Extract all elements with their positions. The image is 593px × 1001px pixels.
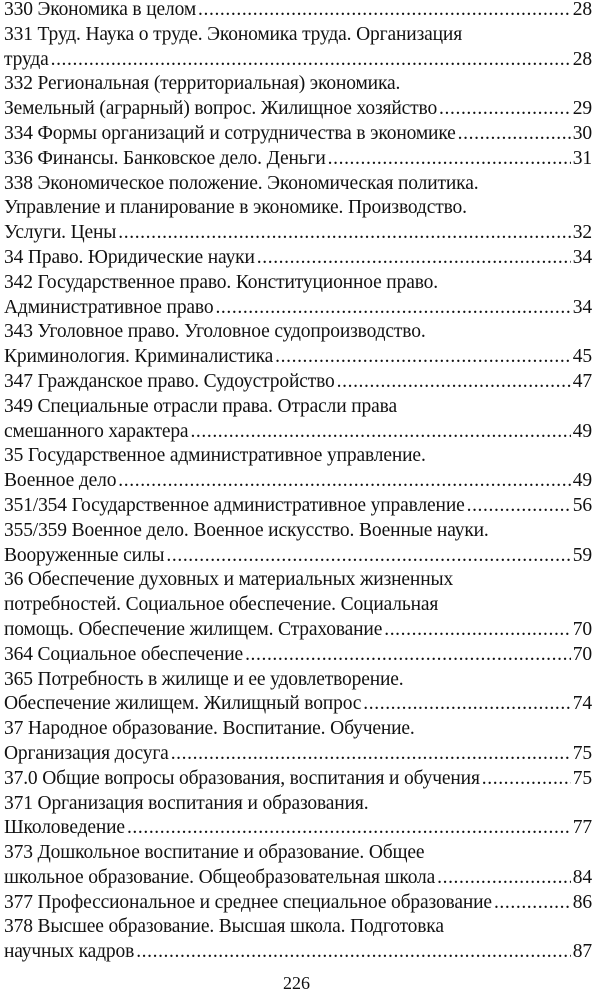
toc-entry-title-line: 35 Государственное административное управление. bbox=[4, 445, 426, 467]
toc-entry-last-line bbox=[4, 221, 592, 246]
toc-entry-last-line bbox=[4, 643, 592, 668]
dot-leader bbox=[337, 370, 571, 395]
toc-entry bbox=[4, 23, 592, 73]
toc-entry-title-line: 37.0 Общие вопросы образования, воспитания и обучения bbox=[4, 767, 480, 789]
toc-entry bbox=[4, 519, 592, 569]
toc-entry-page: 74 bbox=[572, 693, 592, 715]
toc-entry bbox=[4, 122, 592, 147]
toc-entry-page: 77 bbox=[572, 817, 592, 839]
toc-entry bbox=[4, 668, 592, 718]
toc-entry-title-line: 37 Народное образование. Воспитание. Обучение. bbox=[4, 718, 415, 740]
toc-entry-page: 70 bbox=[572, 618, 592, 640]
toc-entry bbox=[4, 891, 592, 916]
dot-leader bbox=[458, 122, 571, 147]
toc-entry-title-line: Обеспечение жилищем. Жилищный вопрос bbox=[4, 693, 362, 715]
toc-entry-last-line bbox=[4, 494, 592, 519]
dot-leader bbox=[127, 816, 571, 841]
toc-entry-page: 29 bbox=[572, 98, 592, 120]
toc-entry-title-line: смешанного характера bbox=[4, 420, 189, 442]
toc-entry-last-line bbox=[4, 816, 592, 841]
toc-entry-title-line: 336 Финансы. Банковское дело. Деньги bbox=[4, 147, 326, 169]
toc-entry-page: 87 bbox=[572, 941, 592, 963]
toc-entry bbox=[4, 172, 592, 246]
dot-leader bbox=[482, 767, 571, 792]
toc-entry-title-line: 334 Формы организаций и сотрудничества в экономике bbox=[4, 122, 456, 144]
toc-entry-last-line bbox=[4, 370, 592, 395]
toc-entry bbox=[4, 915, 592, 965]
toc-entry-page: 56 bbox=[572, 494, 592, 516]
dot-leader bbox=[166, 544, 570, 569]
toc-entry-title-line: Управление и планирование в экономике. Производство. bbox=[4, 197, 467, 219]
toc-entry-title-line: труда bbox=[4, 48, 49, 70]
toc-entry-title-line: 378 Высшее образование. Высшая школа. Подготовка bbox=[4, 916, 444, 938]
toc-entry-title-line: 330 Экономика в целом bbox=[4, 0, 197, 20]
toc-entry bbox=[4, 494, 592, 519]
toc-entry-page: 59 bbox=[572, 544, 592, 566]
toc-entry-last-line bbox=[4, 246, 592, 271]
dot-leader bbox=[171, 742, 571, 767]
toc-entry-last-line bbox=[4, 866, 592, 891]
toc-entry bbox=[4, 792, 592, 842]
toc-entry bbox=[4, 271, 592, 321]
table-of-contents bbox=[4, 0, 592, 965]
toc-entry-page: 34 bbox=[572, 246, 592, 268]
toc-entry-last-line bbox=[4, 97, 592, 122]
toc-entry-last-line bbox=[4, 742, 592, 767]
toc-entry-page: 28 bbox=[572, 0, 592, 20]
toc-entry bbox=[4, 320, 592, 370]
toc-entry-page: 75 bbox=[572, 767, 592, 789]
toc-entry-page: 49 bbox=[572, 420, 592, 442]
toc-entry-last-line bbox=[4, 345, 592, 370]
toc-entry-page: 28 bbox=[572, 48, 592, 70]
toc-entry-title-line: 332 Региональная (территориальная) экономика. bbox=[4, 73, 401, 95]
toc-entry-page: 75 bbox=[572, 742, 592, 764]
toc-entry-last-line bbox=[4, 48, 592, 73]
toc-entry-last-line bbox=[4, 767, 592, 792]
dot-leader bbox=[118, 221, 571, 246]
toc-entry-last-line bbox=[4, 0, 592, 23]
dot-leader bbox=[245, 643, 571, 668]
toc-entry-title-line: 331 Труд. Наука о труде. Экономика труда. Организация bbox=[4, 23, 463, 45]
toc-entry-last-line bbox=[4, 891, 592, 916]
dot-leader bbox=[437, 866, 571, 891]
toc-entry-title-line: 36 Обеспечение духовных и материальных жизненных bbox=[4, 569, 454, 591]
toc-entry-page: 47 bbox=[572, 370, 592, 392]
toc-entry-title-line: 351/354 Государственное административное управление bbox=[4, 494, 465, 516]
toc-entry-title-line: 347 Гражданское право. Судоустройство bbox=[4, 370, 335, 392]
dot-leader bbox=[257, 246, 571, 271]
toc-entry-last-line bbox=[4, 420, 592, 445]
dot-leader bbox=[494, 891, 571, 916]
toc-entry-title-line: 349 Специальные отрасли права. Отрасли права bbox=[4, 395, 397, 417]
toc-entry-last-line bbox=[4, 544, 592, 569]
toc-entry-last-line bbox=[4, 940, 592, 965]
toc-entry-title-line: школьное образование. Общеобразовательная школа bbox=[4, 866, 436, 888]
toc-entry-title-line: 365 Потребность в жилище и ее удовлетворение. bbox=[4, 668, 404, 690]
dot-leader bbox=[439, 97, 571, 122]
page-number: 226 bbox=[283, 973, 310, 993]
toc-entry bbox=[4, 147, 592, 172]
toc-entry-title-line: 34 Право. Юридические науки bbox=[4, 246, 255, 268]
toc-entry-title-line: Школоведение bbox=[4, 817, 125, 839]
toc-entry-last-line bbox=[4, 122, 592, 147]
toc-entry-title-line: Военное дело bbox=[4, 470, 117, 492]
toc-entry-title-line: Вооруженные силы bbox=[4, 544, 165, 566]
toc-entry bbox=[4, 370, 592, 395]
toc-entry-page: 31 bbox=[572, 147, 592, 169]
toc-entry-last-line bbox=[4, 618, 592, 643]
dot-leader bbox=[363, 692, 571, 717]
toc-entry-title-line: Административное право bbox=[4, 296, 214, 318]
dot-leader bbox=[215, 296, 570, 321]
dot-leader bbox=[275, 345, 571, 370]
toc-entry-title-line: научных кадров bbox=[4, 941, 135, 963]
toc-entry-title-line: 355/359 Военное дело. Военное искусство. Военные науки. bbox=[4, 519, 489, 541]
toc-entry-title-line: 342 Государственное право. Конституционное право. bbox=[4, 271, 438, 293]
toc-entry-page: 30 bbox=[572, 122, 592, 144]
toc-entry-page: 49 bbox=[572, 470, 592, 492]
toc-entry bbox=[4, 767, 592, 792]
toc-entry-title-line: 371 Организация воспитания и образования. bbox=[4, 792, 369, 814]
dot-leader bbox=[198, 0, 571, 23]
dot-leader bbox=[51, 48, 571, 73]
toc-entry bbox=[4, 643, 592, 668]
toc-entry-title-line: Земельный (аграрный) вопрос. Жилищное хозяйство bbox=[4, 98, 438, 120]
dot-leader bbox=[190, 420, 570, 445]
toc-entry-page: 32 bbox=[572, 222, 592, 244]
dot-leader bbox=[384, 618, 571, 643]
toc-entry-page: 84 bbox=[572, 866, 592, 888]
toc-entry bbox=[4, 717, 592, 767]
toc-entry-last-line bbox=[4, 296, 592, 321]
toc-entry-page: 70 bbox=[572, 643, 592, 665]
toc-entry-title-line: 343 Уголовное право. Уголовное судопроизводство. bbox=[4, 321, 426, 343]
toc-entry-title-line: помощь. Обеспечение жилищем. Страхование bbox=[4, 618, 383, 640]
toc-entry bbox=[4, 246, 592, 271]
toc-entry-title-line: Организация досуга bbox=[4, 742, 169, 764]
toc-entry-title-line: потребностей. Социальное обеспечение. Социальная bbox=[4, 594, 439, 616]
toc-entry-last-line bbox=[4, 147, 592, 172]
toc-entry-page: 34 bbox=[572, 296, 592, 318]
toc-entry-last-line bbox=[4, 692, 592, 717]
toc-entry bbox=[4, 444, 592, 494]
dot-leader bbox=[118, 469, 571, 494]
toc-entry-page: 45 bbox=[572, 346, 592, 368]
toc-entry bbox=[4, 841, 592, 891]
toc-entry bbox=[4, 72, 592, 122]
toc-entry-title-line: 364 Социальное обеспечение bbox=[4, 643, 244, 665]
toc-entry-title-line: 338 Экономическое положение. Экономическая политика. bbox=[4, 172, 479, 194]
toc-entry-title-line: Услуги. Цены bbox=[4, 222, 117, 244]
dot-leader bbox=[467, 494, 571, 519]
toc-entry bbox=[4, 0, 592, 23]
dot-leader bbox=[328, 147, 571, 172]
toc-entry-title-line: 373 Дошкольное воспитание и образование. Общее bbox=[4, 842, 425, 864]
toc-entry-page: 86 bbox=[572, 891, 592, 913]
toc-entry-last-line bbox=[4, 469, 592, 494]
toc-entry bbox=[4, 568, 592, 642]
dot-leader bbox=[136, 940, 571, 965]
toc-entry-title-line: Криминология. Криминалистика bbox=[4, 346, 274, 368]
toc-entry bbox=[4, 395, 592, 445]
toc-entry-title-line: 377 Профессиональное и среднее специальное образование bbox=[4, 891, 492, 913]
